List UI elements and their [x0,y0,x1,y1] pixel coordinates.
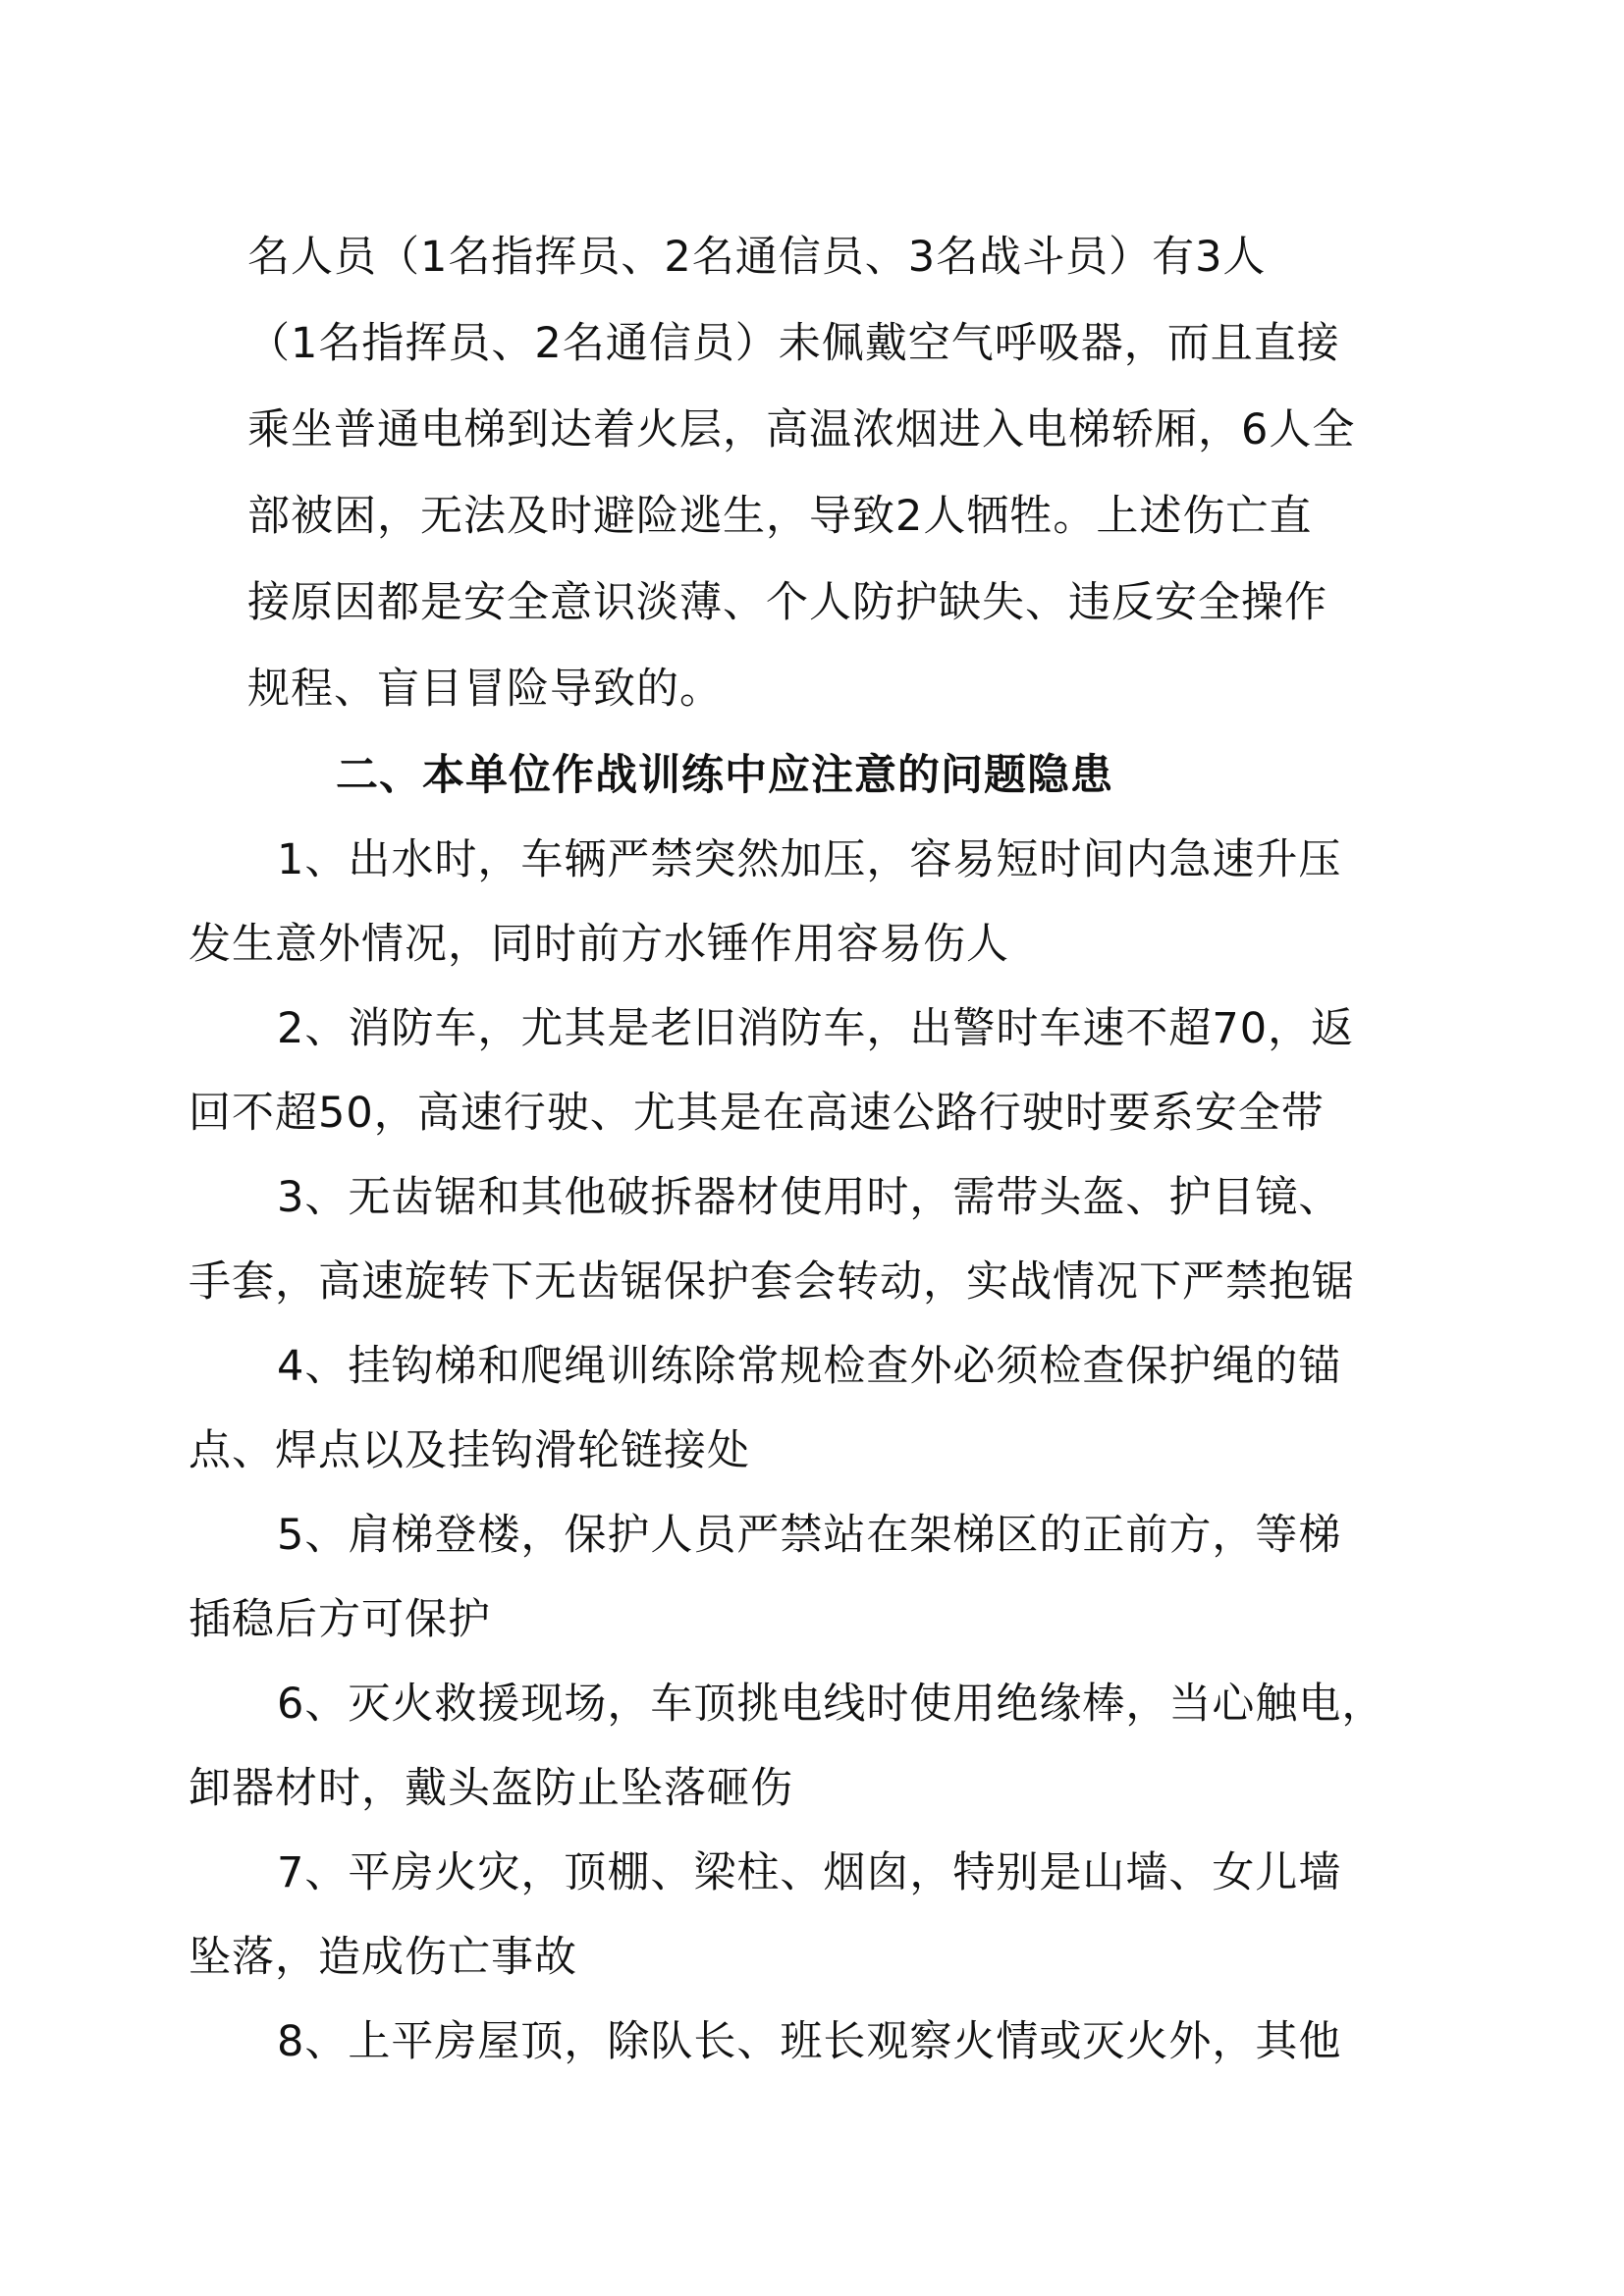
intro-line: 乘坐普通电梯到达着火层，高温浓烟进入电梯轿厢，6人全 [247,405,1356,454]
intro-line: 名人员（1名指挥员、2名通信员、3名战斗员）有3人 [247,233,1267,282]
list-item-line: 8、上平房屋顶，除队长、班长观察火情或灭火外，其他 [277,2017,1342,2066]
list-item-line: 回不超50，高速行驶、尤其是在高速公路行驶时要系安全带 [189,1089,1325,1138]
list-item-line: 3、无齿锯和其他破拆器材使用时，需带头盔、护目镜、 [277,1173,1342,1222]
section-heading: 二、本单位作战训练中应注意的问题隐患 [336,751,1113,800]
list-item-line: 发生意外情况，同时前方水锤作用容易伤人 [189,920,1009,969]
list-item-line: 坠落，造成伤亡事故 [189,1933,577,1982]
list-item-line: 2、消防车，尤其是老旧消防车，出警时车速不超70，返 [277,1004,1355,1053]
intro-line: 规程、盲目冒险导致的。 [247,665,723,714]
list-item-line: 手套，高速旋转下无齿锯保护套会转动，实战情况下严禁抱锯 [189,1257,1355,1307]
list-item-line: 卸器材时，戴头盔防止坠落砸伤 [189,1764,793,1813]
intro-line: （1名指挥员、2名通信员）未佩戴空气呼吸器，而且直接 [247,319,1340,368]
list-item-line: 6、灭火救援现场，车顶挑电线时使用绝缘棒，当心触电， [277,1680,1385,1729]
list-item-line: 点、焊点以及挂钩滑轮链接处 [189,1426,750,1475]
list-item-line: 插稳后方可保护 [189,1595,491,1644]
list-item-line: 1、出水时，车辆严禁突然加压，容易短时间内急速升压 [277,835,1342,884]
list-item-line: 4、挂钩梯和爬绳训练除常规检查外必须检查保护绳的锚 [277,1342,1342,1391]
intro-line: 接原因都是安全意识淡薄、个人防护缺失、违反安全操作 [247,578,1327,627]
list-item-line: 5、肩梯登楼，保护人员严禁站在架梯区的正前方，等梯 [277,1511,1342,1560]
intro-line: 部被困，无法及时避险逃生，导致2人牺牲。上述伤亡直 [247,492,1313,541]
list-item-line: 7、平房火灾，顶棚、梁柱、烟囱，特别是山墙、女儿墙 [277,1848,1342,1897]
